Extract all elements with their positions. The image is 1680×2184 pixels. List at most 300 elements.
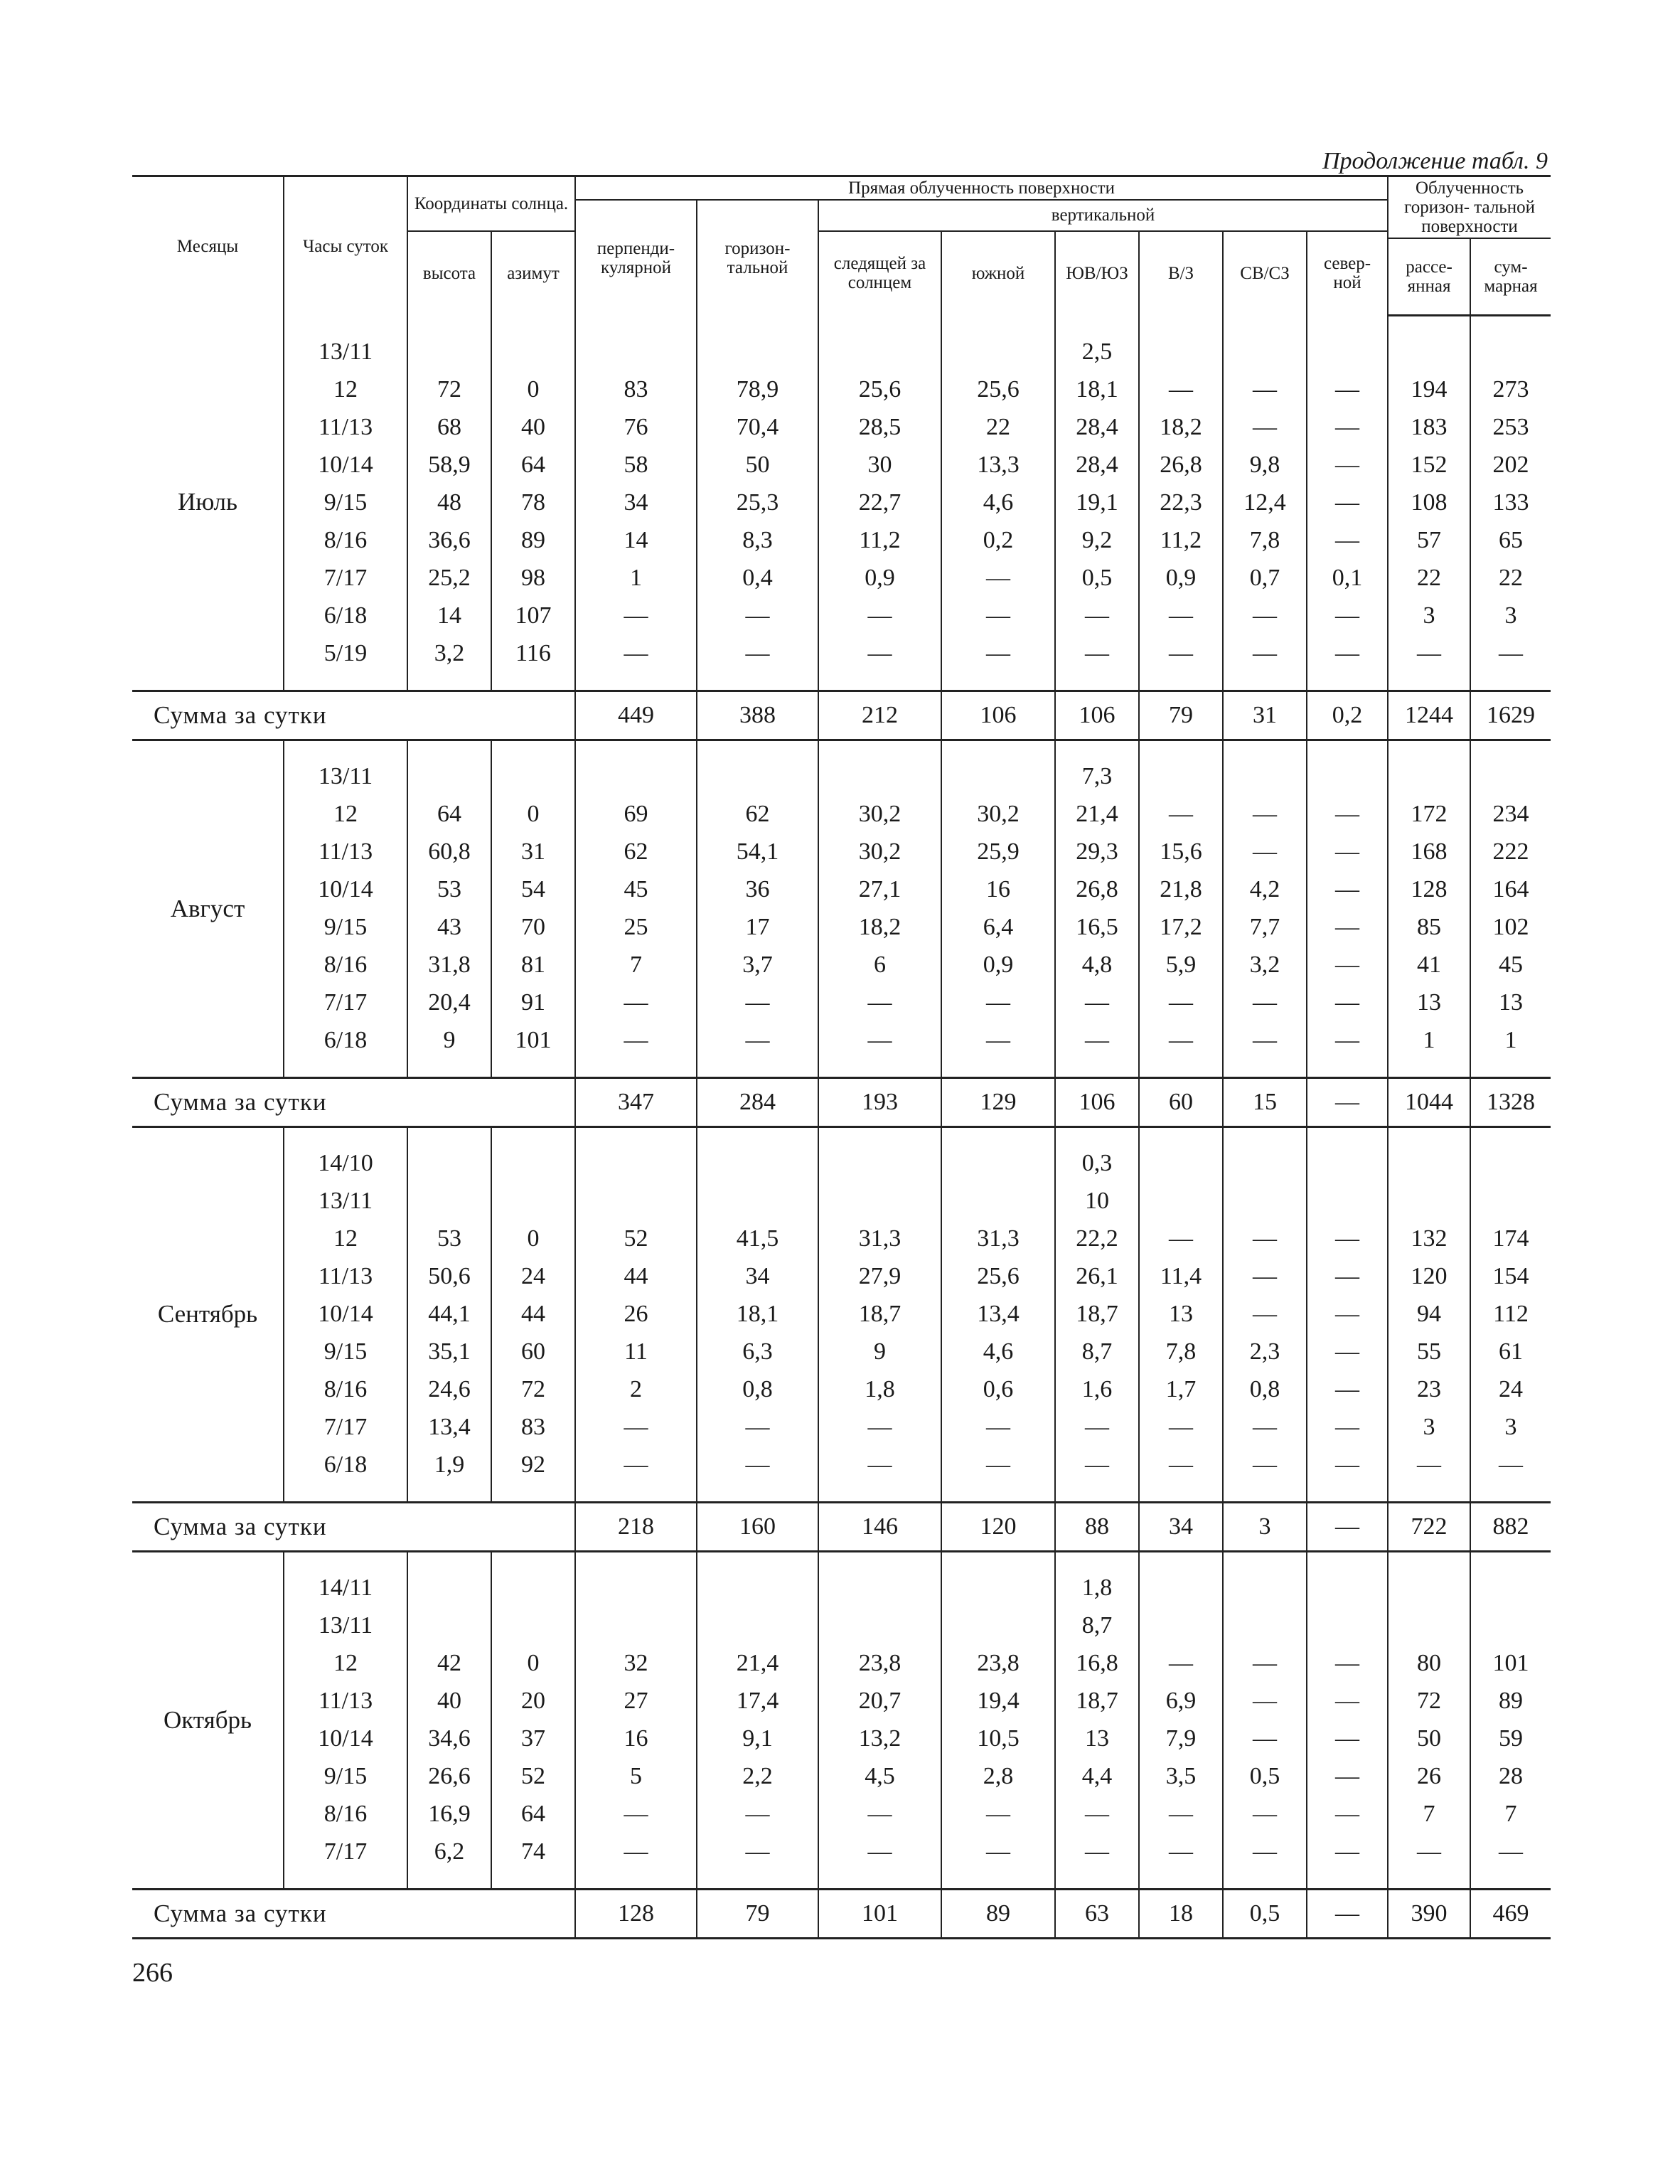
table-cell: — [1223, 833, 1307, 871]
page-number: 266 [132, 1958, 173, 1988]
table-cell: 1,6 [1055, 1371, 1139, 1409]
table-cell: 12 [284, 796, 407, 833]
table-cell: 11 [575, 1333, 697, 1371]
table-cell: 8,7 [1055, 1607, 1139, 1645]
table-cell: — [1055, 1833, 1139, 1871]
header-north: север- ной [1307, 231, 1388, 316]
table-cell: 13,3 [941, 447, 1055, 484]
table-cell [697, 758, 818, 796]
table-cell [491, 334, 575, 371]
table-cell: 2 [575, 1371, 697, 1409]
table-cell: 14 [575, 522, 697, 560]
header-e-w: В/З [1139, 231, 1223, 316]
table-cell: 0,9 [1139, 560, 1223, 597]
table-cell: 25 [575, 909, 697, 947]
table-cell: — [697, 635, 818, 673]
table-cell: 26,6 [407, 1758, 491, 1796]
table-cell: 22 [941, 409, 1055, 447]
table-cell: 7,8 [1139, 1333, 1223, 1371]
table-cell: — [1307, 1720, 1388, 1758]
sum-cell: 0,5 [1223, 1889, 1307, 1938]
table-cell: 83 [575, 371, 697, 409]
table-cell: 128 [1388, 871, 1470, 909]
table-cell: 4,2 [1223, 871, 1307, 909]
table-cell: 4,6 [941, 484, 1055, 522]
table-cell [407, 1145, 491, 1183]
table-cell: 16 [941, 871, 1055, 909]
table-cell: 120 [1388, 1258, 1470, 1296]
table-cell: 222 [1470, 833, 1551, 871]
table-cell: 107 [491, 597, 575, 635]
table-cell: 53 [407, 871, 491, 909]
table-cell: 0,6 [941, 1371, 1055, 1409]
table-cell: — [1307, 1258, 1388, 1296]
table-cell: 31,8 [407, 947, 491, 984]
table-cell: 9 [407, 1022, 491, 1060]
table-cell: 7,7 [1223, 909, 1307, 947]
table-cell [1307, 1570, 1388, 1607]
table-cell [491, 1570, 575, 1607]
table-cell: 60 [491, 1333, 575, 1371]
sum-cell: 0,2 [1307, 691, 1388, 740]
table-cell: 18,7 [1055, 1296, 1139, 1333]
table-cell: — [1055, 1409, 1139, 1447]
table-cell: 26,8 [1139, 447, 1223, 484]
table-cell: 41,5 [697, 1220, 818, 1258]
header-se-sw: ЮВ/ЮЗ [1055, 231, 1139, 316]
table-cell: 18,7 [1055, 1683, 1139, 1720]
table-cell: 81 [491, 947, 575, 984]
table-cell: 27 [575, 1683, 697, 1720]
table-cell: 13/11 [284, 334, 407, 371]
table-cell: 34 [697, 1258, 818, 1296]
table-cell: 0,3 [1055, 1145, 1139, 1183]
table-cell: 92 [491, 1447, 575, 1484]
table-cell [1139, 1607, 1223, 1645]
table-cell: 48 [407, 484, 491, 522]
header-tracking: следящей за солнцем [818, 231, 941, 316]
table-cell [697, 1570, 818, 1607]
table-cell: 54 [491, 871, 575, 909]
table-cell: 44,1 [407, 1296, 491, 1333]
sum-row [132, 1077, 1551, 1126]
table-row [132, 833, 1551, 871]
table-cell [1223, 1607, 1307, 1645]
table-cell: 62 [697, 796, 818, 833]
table-cell: 54,1 [697, 833, 818, 871]
header-south: южной [941, 231, 1055, 316]
table-cell: — [1139, 796, 1223, 833]
table-cell: 7,3 [1055, 758, 1139, 796]
table-cell: 8/16 [284, 522, 407, 560]
table-row [132, 334, 1551, 371]
table-cell: 22,2 [1055, 1220, 1139, 1258]
sum-cell: — [1307, 1077, 1388, 1126]
table-cell: 78 [491, 484, 575, 522]
table-cell: 55 [1388, 1333, 1470, 1371]
table-cell: 13/11 [284, 758, 407, 796]
table-cell: 7/17 [284, 1833, 407, 1871]
table-cell: 7/17 [284, 984, 407, 1022]
table-cell: — [1223, 1022, 1307, 1060]
sum-cell: 128 [575, 1889, 697, 1938]
table-cell [575, 1183, 697, 1220]
table-cell: 108 [1388, 484, 1470, 522]
table-cell: 60,8 [407, 833, 491, 871]
table-cell [1388, 1145, 1470, 1183]
spacer-row [132, 740, 1551, 758]
sum-cell: — [1307, 1889, 1388, 1938]
table-row [132, 1220, 1551, 1258]
table-cell: — [818, 1409, 941, 1447]
table-row [132, 1333, 1551, 1371]
table-cell: 3 [1470, 597, 1551, 635]
month-name: Август [132, 740, 284, 1077]
table-cell: — [1307, 947, 1388, 984]
table-cell: 3 [1388, 597, 1470, 635]
table-cell: 2,2 [697, 1758, 818, 1796]
table-cell: — [1223, 409, 1307, 447]
table-cell: — [697, 1447, 818, 1484]
sum-cell: 31 [1223, 691, 1307, 740]
table-cell: 89 [1470, 1683, 1551, 1720]
table-cell: 44 [575, 1258, 697, 1296]
table-cell: 31 [491, 833, 575, 871]
table-cell: 42 [407, 1645, 491, 1683]
table-cell: 70 [491, 909, 575, 947]
table-cell: — [1307, 871, 1388, 909]
table-cell: 70,4 [697, 409, 818, 447]
table-row [132, 1183, 1551, 1220]
sum-row [132, 1502, 1551, 1551]
table-cell: 20 [491, 1683, 575, 1720]
table-cell [407, 334, 491, 371]
table-cell: 50 [1388, 1720, 1470, 1758]
table-cell: 7/17 [284, 560, 407, 597]
spacer-row [132, 1060, 1551, 1078]
table-cell: 9,8 [1223, 447, 1307, 484]
table-cell: — [1223, 1447, 1307, 1484]
table-cell: 6,3 [697, 1333, 818, 1371]
table-cell: 7,9 [1139, 1720, 1223, 1758]
table-cell: 234 [1470, 796, 1551, 833]
table-cell: 52 [491, 1758, 575, 1796]
table-cell: 20,4 [407, 984, 491, 1022]
table-cell: 202 [1470, 447, 1551, 484]
table-cell [818, 758, 941, 796]
table-cell: 69 [575, 796, 697, 833]
table-cell: 27,1 [818, 871, 941, 909]
table-cell: — [1307, 984, 1388, 1022]
table-cell [1223, 334, 1307, 371]
sum-cell: 129 [941, 1077, 1055, 1126]
table-cell: 72 [491, 1371, 575, 1409]
table-cell: 11/13 [284, 1258, 407, 1296]
table-cell: — [575, 635, 697, 673]
table-cell: — [1307, 1758, 1388, 1796]
table-cell: 50 [697, 447, 818, 484]
table-cell [818, 334, 941, 371]
table-cell: 7,8 [1223, 522, 1307, 560]
sum-cell: 284 [697, 1077, 818, 1126]
table-cell: — [1307, 1796, 1388, 1833]
table-cell: — [1307, 1683, 1388, 1720]
table-cell: 9/15 [284, 1758, 407, 1796]
table-cell: 1 [1388, 1022, 1470, 1060]
table-cell: 13,4 [941, 1296, 1055, 1333]
table-cell: 30,2 [818, 833, 941, 871]
sum-cell: 218 [575, 1502, 697, 1551]
table-cell [1470, 1570, 1551, 1607]
table-row [132, 947, 1551, 984]
table-cell: 1,9 [407, 1447, 491, 1484]
table-cell: — [1307, 833, 1388, 871]
table-cell: 16,5 [1055, 909, 1139, 947]
table-cell: 8,3 [697, 522, 818, 560]
table-cell [575, 1570, 697, 1607]
table-cell: 6,4 [941, 909, 1055, 947]
table-cell: — [818, 597, 941, 635]
table-cell: — [697, 984, 818, 1022]
spacer-row [132, 1551, 1551, 1570]
table-cell: — [818, 984, 941, 1022]
table-cell: 5,9 [1139, 947, 1223, 984]
table-cell: — [818, 1022, 941, 1060]
table-cell: 21,4 [697, 1645, 818, 1683]
table-cell: 83 [491, 1409, 575, 1447]
table-cell [1223, 1145, 1307, 1183]
table-row [132, 984, 1551, 1022]
table-cell: — [1307, 796, 1388, 833]
sum-row [132, 691, 1551, 740]
table-cell: 5/19 [284, 635, 407, 673]
table-cell: 2,8 [941, 1758, 1055, 1796]
table-cell: — [1307, 1833, 1388, 1871]
table-cell: 59 [1470, 1720, 1551, 1758]
table-header [132, 176, 1551, 316]
table-cell [491, 1145, 575, 1183]
header-vertical: вертикальной [818, 200, 1388, 231]
table-cell: 13 [1055, 1720, 1139, 1758]
sum-cell: 15 [1223, 1077, 1307, 1126]
table-row [132, 371, 1551, 409]
table-cell: 16,8 [1055, 1645, 1139, 1683]
table-cell: — [1470, 1833, 1551, 1871]
table-cell: 133 [1470, 484, 1551, 522]
table-cell: — [818, 1447, 941, 1484]
table-cell: 53 [407, 1220, 491, 1258]
table-cell: — [1139, 1796, 1223, 1833]
table-cell: — [1139, 1022, 1223, 1060]
radiation-table [132, 175, 1551, 1939]
table-cell: 28,5 [818, 409, 941, 447]
table-cell: 18,2 [818, 909, 941, 947]
header-horiz-irradiance: Облученность горизон- тальной поверхности [1388, 176, 1551, 239]
sum-cell: 212 [818, 691, 941, 740]
table-cell: 253 [1470, 409, 1551, 447]
table-cell: 25,2 [407, 560, 491, 597]
table-cell: 273 [1470, 371, 1551, 409]
spacer-row [132, 1126, 1551, 1145]
table-cell: 6/18 [284, 1022, 407, 1060]
table-cell: 17 [697, 909, 818, 947]
table-row [132, 871, 1551, 909]
table-cell: 23,8 [818, 1645, 941, 1683]
table-cell [697, 1607, 818, 1645]
table-cell: — [1139, 371, 1223, 409]
table-cell: 24 [1470, 1371, 1551, 1409]
table-cell [697, 1183, 818, 1220]
table-cell: — [1307, 1220, 1388, 1258]
table-cell [941, 758, 1055, 796]
sum-cell: 18 [1139, 1889, 1223, 1938]
table-cell: 57 [1388, 522, 1470, 560]
sum-cell: 160 [697, 1502, 818, 1551]
table-cell: 5 [575, 1758, 697, 1796]
table-caption: Продолжение табл. 9 [1322, 148, 1548, 174]
table-cell: 6,2 [407, 1833, 491, 1871]
table-cell: 3,2 [1223, 947, 1307, 984]
table-row [132, 1570, 1551, 1607]
sum-cell: 88 [1055, 1502, 1139, 1551]
table-cell: — [941, 560, 1055, 597]
table-cell: — [941, 635, 1055, 673]
table-cell: 18,1 [697, 1296, 818, 1333]
table-cell: 64 [491, 447, 575, 484]
table-cell: 0 [491, 1220, 575, 1258]
table-cell: 30,2 [941, 796, 1055, 833]
table-cell: — [1139, 635, 1223, 673]
table-cell: 0,2 [941, 522, 1055, 560]
table-cell: — [1055, 1796, 1139, 1833]
table-cell: 45 [575, 871, 697, 909]
table-cell: — [1307, 1371, 1388, 1409]
sum-cell: 146 [818, 1502, 941, 1551]
table-cell: — [1307, 909, 1388, 947]
header-month: Месяцы [132, 176, 284, 316]
header-total: сум- марная [1470, 238, 1551, 315]
table-cell: 98 [491, 560, 575, 597]
header-direct: Прямая облученность поверхности [575, 176, 1388, 201]
header-azimuth: азимут [491, 231, 575, 316]
table-cell: — [1307, 522, 1388, 560]
table-cell: 3,2 [407, 635, 491, 673]
table-cell: 152 [1388, 447, 1470, 484]
table-cell [941, 1183, 1055, 1220]
table-row [132, 1258, 1551, 1296]
table-cell: 64 [407, 796, 491, 833]
table-cell [407, 758, 491, 796]
table-cell: 18,2 [1139, 409, 1223, 447]
sum-cell: 347 [575, 1077, 697, 1126]
sum-cell: 1244 [1388, 691, 1470, 740]
sum-cell: 1629 [1470, 691, 1551, 740]
sum-cell: 882 [1470, 1502, 1551, 1551]
table-cell: — [941, 1447, 1055, 1484]
table-cell: 164 [1470, 871, 1551, 909]
table-cell: 13 [1139, 1296, 1223, 1333]
table-cell: — [941, 597, 1055, 635]
table-cell: — [1223, 1683, 1307, 1720]
table-cell: 12,4 [1223, 484, 1307, 522]
table-cell: — [1055, 984, 1139, 1022]
table-cell: 3 [1470, 1409, 1551, 1447]
table-cell [941, 1570, 1055, 1607]
table-cell [407, 1570, 491, 1607]
table-cell: 101 [1470, 1645, 1551, 1683]
table-cell [1139, 1183, 1223, 1220]
table-cell: — [1307, 1447, 1388, 1484]
sum-cell: 101 [818, 1889, 941, 1938]
table-cell: — [575, 1833, 697, 1871]
table-cell: 58 [575, 447, 697, 484]
table-cell: 22,7 [818, 484, 941, 522]
table-cell: 65 [1470, 522, 1551, 560]
header-diffuse: рассе- янная [1388, 238, 1470, 315]
table-cell: 14 [407, 597, 491, 635]
table-cell: 0,7 [1223, 560, 1307, 597]
table-cell [941, 334, 1055, 371]
table-cell: — [1307, 1022, 1388, 1060]
table-cell: 35,1 [407, 1333, 491, 1371]
table-cell: 10 [1055, 1183, 1139, 1220]
table-cell: 6/18 [284, 1447, 407, 1484]
sum-cell: 79 [1139, 691, 1223, 740]
table-row [132, 1758, 1551, 1796]
table-row [132, 1022, 1551, 1060]
table-cell [407, 1183, 491, 1220]
header-altitude: высота [407, 231, 491, 316]
table-cell: — [941, 1796, 1055, 1833]
table-cell: 30,2 [818, 796, 941, 833]
table-cell: 25,6 [941, 371, 1055, 409]
table-cell: — [575, 1796, 697, 1833]
sum-cell: 120 [941, 1502, 1055, 1551]
table-cell: 22 [1388, 560, 1470, 597]
table-cell: — [1307, 1333, 1388, 1371]
table-cell: — [1307, 1645, 1388, 1683]
table-cell: 102 [1470, 909, 1551, 947]
table-cell [697, 1145, 818, 1183]
table-cell: — [941, 1409, 1055, 1447]
table-cell: 25,6 [818, 371, 941, 409]
table-cell [818, 1145, 941, 1183]
table-cell: 36,6 [407, 522, 491, 560]
table-cell: 21,8 [1139, 871, 1223, 909]
table-cell: 94 [1388, 1296, 1470, 1333]
table-cell: 172 [1388, 796, 1470, 833]
table-row [132, 1409, 1551, 1447]
table-cell [575, 1145, 697, 1183]
table-cell: 116 [491, 635, 575, 673]
table-cell: 23 [1388, 1371, 1470, 1409]
table-cell [1307, 1145, 1388, 1183]
table-cell [1388, 758, 1470, 796]
table-cell: 10/14 [284, 1296, 407, 1333]
table-cell: — [1139, 984, 1223, 1022]
table-row [132, 1447, 1551, 1484]
table-cell: — [575, 1022, 697, 1060]
table-cell: 91 [491, 984, 575, 1022]
table-cell: 11,2 [818, 522, 941, 560]
table-cell: 11,2 [1139, 522, 1223, 560]
sum-row [132, 1889, 1551, 1938]
table-cell [1388, 1607, 1470, 1645]
table-cell: 3,7 [697, 947, 818, 984]
table-cell: — [1055, 1447, 1139, 1484]
table-cell: 13,2 [818, 1720, 941, 1758]
table-cell: 6 [818, 947, 941, 984]
